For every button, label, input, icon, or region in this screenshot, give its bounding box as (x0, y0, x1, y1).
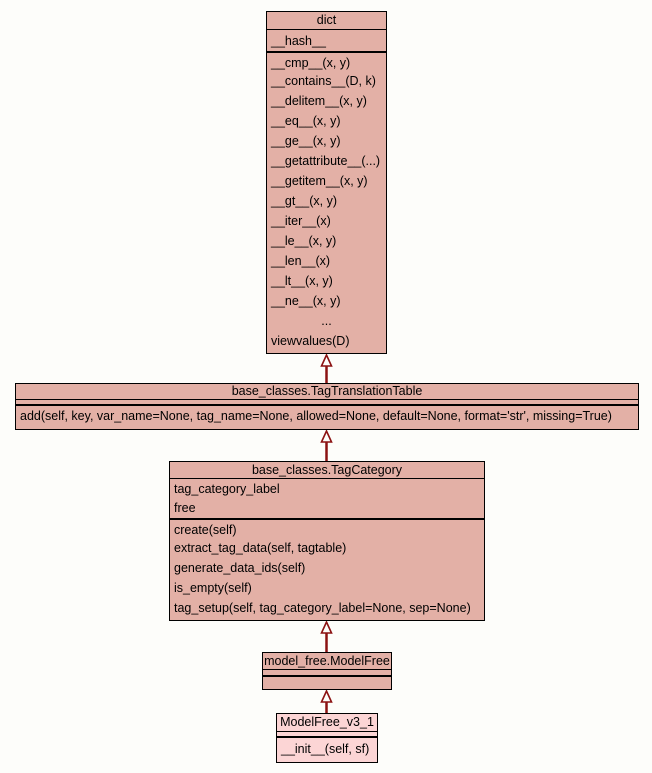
method-row: __ge__(x, y) (271, 134, 341, 148)
method-row: __delitem__(x, y) (271, 94, 367, 108)
class-title: dict (316, 13, 337, 27)
inheritance-arrow (319, 621, 334, 652)
method-row: __gt__(x, y) (271, 194, 338, 208)
method-row: __getattribute__(...) (271, 154, 381, 168)
method-row: __le__(x, y) (271, 234, 337, 248)
method-row: __init__(self, sf) (277, 736, 377, 759)
method-row: create(self) (170, 518, 484, 538)
class-box-model-free-v3-1 (276, 713, 378, 763)
method-row: __iter__(x) (271, 214, 331, 228)
method-row: __lt__(x, y) (271, 274, 333, 288)
ellipsis-row: ... (321, 314, 332, 328)
method-row: __cmp__(x, y) (267, 51, 386, 71)
class-box-tag-translation-table (15, 383, 639, 430)
method-row: __ne__(x, y) (271, 294, 341, 308)
method-row: __contains__(D, k) (271, 74, 376, 88)
attribute-row: tag_category_label (170, 478, 484, 498)
method-row: __len__(x) (271, 254, 331, 268)
method-row: add(self, key, var_name=None, tag_name=None, allowed=None, default=None, format='str', missing=True) (16, 404, 638, 425)
method-row: is_empty(self) (174, 581, 252, 595)
method-row: __getitem__(x, y) (271, 174, 368, 188)
inheritance-arrow (319, 690, 334, 713)
method-row: tag_setup(self, tag_category_label=None, sep=None) (174, 601, 471, 615)
inheritance-arrow (319, 430, 334, 461)
method-row: viewvalues(D) (271, 334, 350, 348)
method-row: extract_tag_data(self, tagtable) (174, 541, 347, 555)
class-title: base_classes.TagCategory (251, 463, 403, 477)
class-box-model-free (262, 652, 392, 690)
method-row: __eq__(x, y) (271, 114, 341, 128)
class-box-dict (266, 11, 387, 354)
method-row: generate_data_ids(self) (174, 561, 306, 575)
class-box-tag-category (169, 461, 485, 621)
class-title: model_free.ModelFree (264, 654, 390, 668)
class-title: ModelFree_v3_1 (280, 715, 374, 729)
attribute-row: __hash__ (267, 29, 386, 51)
inheritance-arrow (319, 354, 334, 383)
attribute-row: free (174, 501, 196, 515)
empty-methods-section (263, 675, 391, 686)
class-title: base_classes.TagTranslationTable (231, 384, 423, 398)
